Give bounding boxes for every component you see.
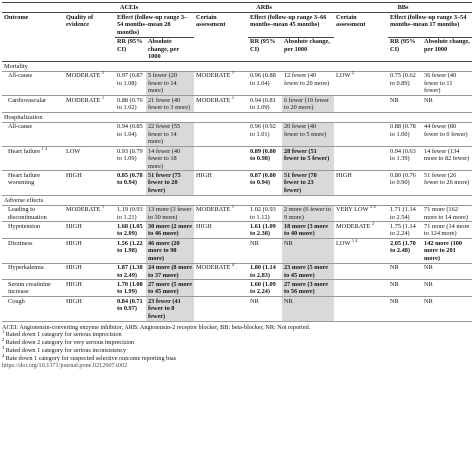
- abs-cell: 30 more (2 more to 46 more): [146, 222, 194, 239]
- table-row: [2, 239, 472, 263]
- table-row: [2, 205, 472, 222]
- abs-cell: 51 fewer (26 fewer to 26 more): [424, 171, 470, 187]
- outcome-cell: Heart failure worsening: [8, 171, 40, 187]
- footnote-mark: 4: [231, 261, 235, 267]
- rr-cell: 1.71 (1.14 to 2.54): [390, 206, 416, 221]
- rr-cell: 0.84 (0.71 to 0.97): [117, 297, 143, 313]
- rr-cell: 0.75 (0.62 to 0.89): [390, 72, 416, 87]
- footnote-mark: 1: [231, 70, 235, 76]
- bb-effect-header: Effect (follow-up range 3–54 months–mean 17 months): [388, 13, 472, 37]
- footnote-text: Rated down 1 category for serious imprecision: [5, 331, 122, 339]
- abs-cell: 14 fewer (134 more to 82 fewer): [424, 147, 470, 163]
- abs-cell: 27 more (5 more to 45 more): [146, 280, 194, 297]
- doi-link[interactable]: https://doi.org/10.1371/journal.pone.0212907.t002: [2, 362, 128, 370]
- abs-cell: 71 more (162 more to 14 more): [424, 206, 468, 221]
- abbreviations-note: ACEI: Angiotensin-converting enzyme inhibitor, ARB: Angiotensin-2 receptor blocker, BB: beta-blocker, NR: Not reported.: [2, 323, 311, 331]
- abs-cell: NR: [424, 280, 433, 288]
- arb-rr-header: RR (95% CI): [248, 37, 282, 61]
- outcome-cell: Serum creatinine increase: [8, 280, 51, 296]
- table-row: [2, 171, 472, 195]
- abs-cell: 12 fewer (40 fewer to 20 more): [284, 72, 330, 87]
- quality-cell: [334, 205, 388, 222]
- section-row-mortality: [2, 61, 472, 71]
- quality-cell: HIGH: [66, 280, 82, 288]
- footnote-mark: 1: [231, 94, 235, 100]
- section-label: Adverse effects: [4, 196, 44, 204]
- table-row: [2, 96, 472, 113]
- bb-abs-header: Absolute change, per 1000: [422, 37, 472, 61]
- column-header-row: [2, 13, 472, 37]
- rr-cell: 0.97 (0.87 to 1.08): [117, 72, 143, 87]
- abs-cell: 13 more (3 fewer to 30 more): [146, 205, 194, 222]
- quality-cell: [334, 71, 388, 95]
- rr-cell: 2.05 (1.70 to 2.48): [390, 239, 416, 255]
- bb-certain-header: Certain assessment: [334, 13, 388, 62]
- outcome-cell: [2, 147, 64, 171]
- evidence-table-container: [2, 0, 472, 370]
- outcome-header: Outcome: [2, 13, 64, 62]
- quality-value: VERY LOW: [336, 206, 369, 214]
- rr-cell: 0.94 (0.81 to 1.09): [250, 96, 276, 112]
- table-row: [2, 122, 472, 146]
- rr-cell: 0.94 (0.85 to 1.04): [117, 123, 143, 138]
- evidence-table: [2, 2, 472, 322]
- quality-value: LOW: [336, 239, 351, 247]
- abs-cell: 28 fewer (51 fewer to 5 fewer): [282, 147, 334, 171]
- table-row: [2, 71, 472, 95]
- quality-cell: [194, 280, 248, 297]
- section-label: Mortality: [4, 62, 28, 70]
- footnote-mark: 1 4: [351, 237, 358, 243]
- rr-cell: 0.94 (0.63 to 1.39): [390, 147, 416, 163]
- abs-cell: NR: [424, 96, 433, 104]
- quality-cell: [194, 147, 248, 171]
- table-row: [2, 280, 472, 297]
- footnote-mark: 2 4: [369, 204, 376, 210]
- quality-cell: HIGH: [336, 171, 352, 179]
- quality-cell: [334, 96, 388, 113]
- footnote-mark: 1: [231, 204, 235, 210]
- acei-quality-header: Quality of evidence: [64, 13, 115, 62]
- footnote-mark: 3: [2, 344, 5, 350]
- acei-rr-header: RR (95% CI): [115, 37, 146, 61]
- quality-value: LOW: [336, 72, 351, 80]
- quality-cell: [334, 280, 388, 297]
- outcome-cell: All-cause: [8, 123, 33, 131]
- abs-cell: 46 more (20 more to 98 more): [146, 239, 194, 263]
- rr-cell: 0.89 (0.80 to 0.98): [250, 147, 276, 163]
- footnote-mark: 2: [351, 70, 355, 76]
- abs-cell: NR: [424, 264, 433, 272]
- abs-cell: 36 fewer (40 fewer to 11 fewer): [424, 72, 457, 95]
- rr-cell: NR: [250, 297, 259, 305]
- blank-header: [2, 3, 64, 13]
- quality-cell: HIGH: [66, 239, 82, 247]
- section-row-adverse: [2, 195, 472, 205]
- rr-cell: NR: [390, 96, 399, 104]
- footnote-mark: 1 3: [41, 145, 48, 151]
- outcome-cell: Dizziness: [8, 239, 33, 247]
- quality-value: MODERATE: [336, 222, 371, 230]
- quality-cell: [64, 71, 115, 95]
- table-row: [2, 147, 472, 171]
- quality-cell: [64, 205, 115, 222]
- bb-rr-header: RR (95% CI): [388, 37, 422, 61]
- abs-cell: 71 more (14 more to 124 more): [424, 222, 470, 238]
- group-bb: BBs: [334, 3, 472, 13]
- rr-cell: 1.02 (0.93 to 1.12): [250, 206, 276, 221]
- rr-cell: 1.19 (0.93 to 1.21): [117, 206, 143, 221]
- abs-cell: 44 fewer (80 fewer to 0 fewer): [424, 123, 468, 138]
- quality-cell: [64, 96, 115, 113]
- quality-cell: [194, 205, 248, 222]
- footnote-mark: 2: [371, 220, 375, 226]
- abs-cell: NR: [282, 297, 334, 321]
- rr-cell: 0.93 (0.79 to 1.09): [117, 147, 143, 163]
- footnote-mark: 2: [2, 336, 5, 342]
- footnote-mark: 4: [2, 352, 5, 358]
- abs-cell: 27 more (3 more to 56 more): [282, 280, 334, 297]
- quality-cell: HIGH: [196, 222, 212, 230]
- rr-cell: NR: [390, 264, 399, 272]
- rr-cell: 1.75 (1.14 to 2.24): [390, 222, 416, 238]
- table-footnotes: [2, 324, 472, 371]
- rr-cell: 1.70 (1.08 to 1.99): [117, 280, 143, 296]
- rr-cell: 0.85 (0.78 to 0.94): [117, 171, 143, 187]
- outcome-cell: Cough: [8, 297, 25, 305]
- rr-cell: 1.68 (1.05 to 2.09): [117, 222, 143, 238]
- acei-abs-header: Absolute change, per 1000: [146, 37, 194, 61]
- quality-cell: [194, 263, 248, 280]
- quality-cell: [334, 297, 388, 321]
- rr-cell: 0.80 (0.76 to 0.90): [390, 171, 416, 187]
- footnote-2: [2, 336, 472, 347]
- abs-cell: 23 more (5 more to 45 more): [282, 263, 334, 280]
- abs-cell: 18 more (3 more to 40 more): [282, 222, 334, 239]
- abs-cell: 51 fewer (78 fewer to 23 fewer): [282, 171, 334, 195]
- footnote-mark: 1: [101, 70, 105, 76]
- outcome-cell: All-cause: [8, 72, 33, 80]
- acei-effect-header: Effect (follow-up range 3–54 months–mean 28 months): [115, 13, 194, 37]
- rr-cell: 1.60 (1.09 to 2.24): [250, 280, 276, 296]
- footnote-text: Rate down 1 category for suspected selective outcome reporting bias: [5, 354, 177, 362]
- quality-cell: [334, 122, 388, 146]
- quality-cell: [334, 239, 388, 263]
- outcome-cell: Hyperkalemia: [8, 264, 44, 272]
- quality-cell: [194, 297, 248, 321]
- rr-cell: NR: [250, 239, 259, 247]
- quality-cell: [64, 147, 115, 171]
- rr-cell: 0.96 (0.88 to 1.04): [250, 72, 276, 87]
- quality-cell: [64, 122, 115, 146]
- outcome-cell: Leading to discontinuation: [8, 206, 47, 221]
- quality-cell: [334, 263, 388, 280]
- table-row: [2, 222, 472, 239]
- quality-value: MODERATE: [66, 96, 101, 104]
- quality-cell: [334, 147, 388, 171]
- footnote-mark: 1: [2, 329, 5, 335]
- rr-cell: 0.96 (0.92 to 1.01): [250, 123, 276, 138]
- quality-value: MODERATE: [66, 72, 101, 80]
- footnote-mark: 1: [101, 94, 105, 100]
- rr-cell: 1.61 (1.09 to 2.38): [250, 222, 276, 238]
- rr-cell: 1.80 (1.14 to 2.83): [250, 264, 276, 279]
- quality-value: MODERATE: [196, 72, 231, 80]
- abs-cell: NR: [424, 297, 433, 305]
- quality-cell: HIGH: [196, 171, 212, 179]
- abs-cell: 5 fewer (20 fewer to 14 more): [146, 71, 194, 95]
- abs-cell: 14 fewer (40 fewer to 18 more): [146, 147, 194, 171]
- table-row: [2, 297, 472, 321]
- rr-cell: NR: [390, 297, 399, 305]
- section-row-hospitalization: [2, 112, 472, 122]
- quality-cell: HIGH: [66, 297, 82, 305]
- rr-cell: NR: [390, 280, 399, 288]
- quality-value: MODERATE: [196, 96, 231, 104]
- abs-cell: 22 fewer (55 fewer to 14 more): [146, 122, 194, 146]
- rr-cell: 1.87 (1.38 to 2.49): [117, 264, 143, 279]
- footnote-mark: 1: [101, 204, 105, 210]
- abs-cell: 20 fewer (40 fewer to 5 more): [282, 122, 334, 146]
- arb-abs-header: Absolute change, per 1000: [282, 37, 334, 61]
- abs-cell: 23 fewer (41 fewer to 8 fewer): [146, 297, 194, 321]
- quality-cell: HIGH: [66, 171, 82, 179]
- abs-cell: 2 more (6 fewer to 9 more): [282, 205, 334, 222]
- footnote-text: Rated down 1 category for serious inconsistency: [5, 346, 127, 354]
- footnote-1: [2, 331, 472, 339]
- quality-cell: HIGH: [66, 222, 82, 230]
- table-row: [2, 263, 472, 280]
- quality-value: MODERATE: [66, 206, 101, 214]
- outcome-label: Heart failure: [8, 147, 40, 155]
- group-header-row: [2, 3, 472, 13]
- quality-value: MODERATE: [196, 206, 231, 214]
- abs-cell: 24 more (8 more to 37 more): [146, 263, 194, 280]
- section-label: Hospitalization: [4, 113, 43, 121]
- abs-cell: 21 fewer (40 fewer to 3 more): [146, 96, 194, 113]
- quality-cell: [194, 71, 248, 95]
- rr-cell: 0.88 (0.76 to 1.02): [117, 96, 143, 112]
- quality-cell: [194, 96, 248, 113]
- arb-effect-header: Effect (follow-up range 3–66 months–mean 45 months): [248, 13, 334, 37]
- abs-cell: 142 more (100 more to 201 more): [424, 239, 463, 262]
- arb-certain-header: Certain assessment: [194, 13, 248, 62]
- group-acei: ACEIs: [64, 3, 194, 13]
- quality-cell: [194, 239, 248, 263]
- outcome-cell: Hypotension: [8, 222, 41, 230]
- quality-value: MODERATE: [196, 264, 231, 272]
- rr-cell: 0.88 (0.78 to 1.00): [390, 123, 416, 138]
- abs-cell: NR: [282, 239, 334, 263]
- rr-cell: 1.56 (1.22 to 1.98): [117, 239, 143, 255]
- footnote-text: Rated down 2 category for very serious imprecision: [5, 339, 135, 347]
- rr-cell: 0.87 (0.80 to 0.94): [250, 171, 276, 187]
- group-arb: ARBs: [194, 3, 334, 13]
- quality-value: LOW: [66, 147, 81, 155]
- footnote-4: [2, 352, 472, 363]
- abs-cell: 6 fewer (19 fewer to 20 more): [282, 96, 334, 113]
- abs-cell: 51 fewer (75 fewer to 20 fewer): [146, 171, 194, 195]
- quality-cell: HIGH: [66, 264, 82, 272]
- quality-cell: [194, 122, 248, 146]
- quality-cell: [334, 222, 388, 239]
- outcome-cell: Cardiovascular: [8, 96, 47, 104]
